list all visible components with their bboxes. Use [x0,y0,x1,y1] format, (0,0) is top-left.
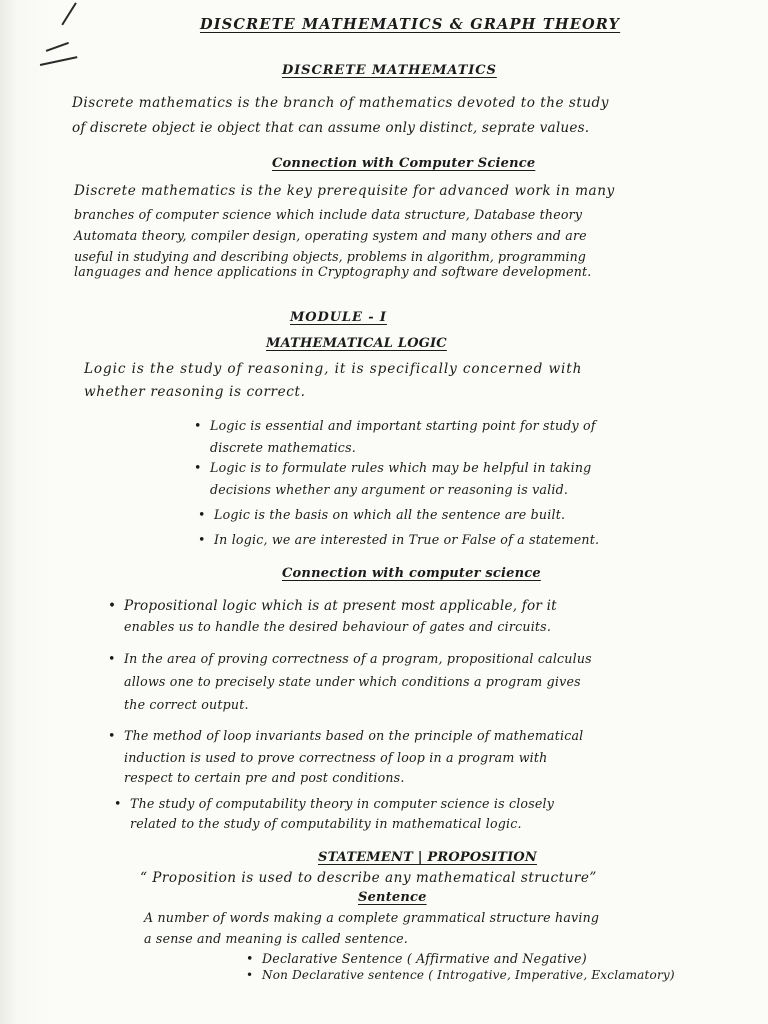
list-item-continued: related to the study of computability in mathematical logic. [130,816,522,831]
text-line: “ Proposition is used to describe any mathematical structure” [140,870,597,886]
list-item: • Propositional logic which is at present most applicable, for it [124,598,557,614]
margin-stroke [46,42,69,52]
list-item: • The method of loop invariants based on the principle of mathematical [124,728,583,743]
text-line: whether reasoning is correct. [84,384,306,400]
list-item: • In the area of proving correctness of a program, propositional calculus [124,651,592,666]
list-item: • Logic is to formulate rules which may be helpful in taking [210,460,591,475]
text-line: Discrete mathematics is the branch of mathematics devoted to the study [72,95,609,111]
list-item-continued: induction is used to prove correctness of loop in a program with [124,750,548,765]
statement-heading: STATEMENT | PROPOSITION [318,850,537,865]
text-line: A number of words making a complete grammatical structure having [144,910,600,925]
list-item: • Logic is the basis on which all the sentence are built. [214,507,565,522]
list-item-continued: respect to certain pre and post conditions. [124,770,405,785]
text-line: a sense and meaning is called sentence. [144,931,408,946]
margin-stroke [40,56,78,65]
module-subheading: MATHEMATICAL LOGIC [266,336,447,351]
list-item: • The study of computability theory in computer science is closely [130,796,554,811]
list-item: • In logic, we are interested in True or False of a statement. [214,532,599,547]
text-line: Automata theory, compiler design, operating system and many others and are [74,228,587,243]
text-line: languages and hence applications in Cryptography and software development. [74,264,592,279]
text-line: useful in studying and describing objects, problems in algorithm, programming [74,249,586,264]
list-item-continued: enables us to handle the desired behaviour of gates and circuits. [124,619,552,634]
list-item: • Non Declarative sentence ( Introgative, Imperative, Exclamatory) [262,968,675,982]
list-item: • Declarative Sentence ( Affirmative and Negative) [262,951,587,966]
text-line: of discrete object ie object that can assume only distinct, seprate values. [72,120,590,136]
text-line: Logic is the study of reasoning, it is specifically concerned with [84,361,583,377]
module-heading: MODULE - I [290,310,387,325]
list-item-continued: decisions whether any argument or reasoning is valid. [210,482,569,497]
page-title: DISCRETE MATHEMATICS & GRAPH THEORY [200,16,621,33]
text-line: Discrete mathematics is the key prerequisite for advanced work in many [74,183,615,199]
margin-stroke [61,2,76,25]
section-heading-discrete-mathematics: DISCRETE MATHEMATICS [282,63,497,78]
section-heading-connection-cs-2: Connection with computer science [282,566,541,581]
list-item-continued: discrete mathematics. [210,440,356,455]
list-item-continued: the correct output. [124,697,249,712]
list-item-continued: allows one to precisely state under which conditions a program gives [124,674,581,689]
text-line: branches of computer science which include data structure, Database theory [74,207,583,222]
sentence-heading: Sentence [358,890,427,905]
list-item: • Logic is essential and important starting point for study of [210,418,596,433]
section-heading-connection-cs: Connection with Computer Science [272,156,536,171]
